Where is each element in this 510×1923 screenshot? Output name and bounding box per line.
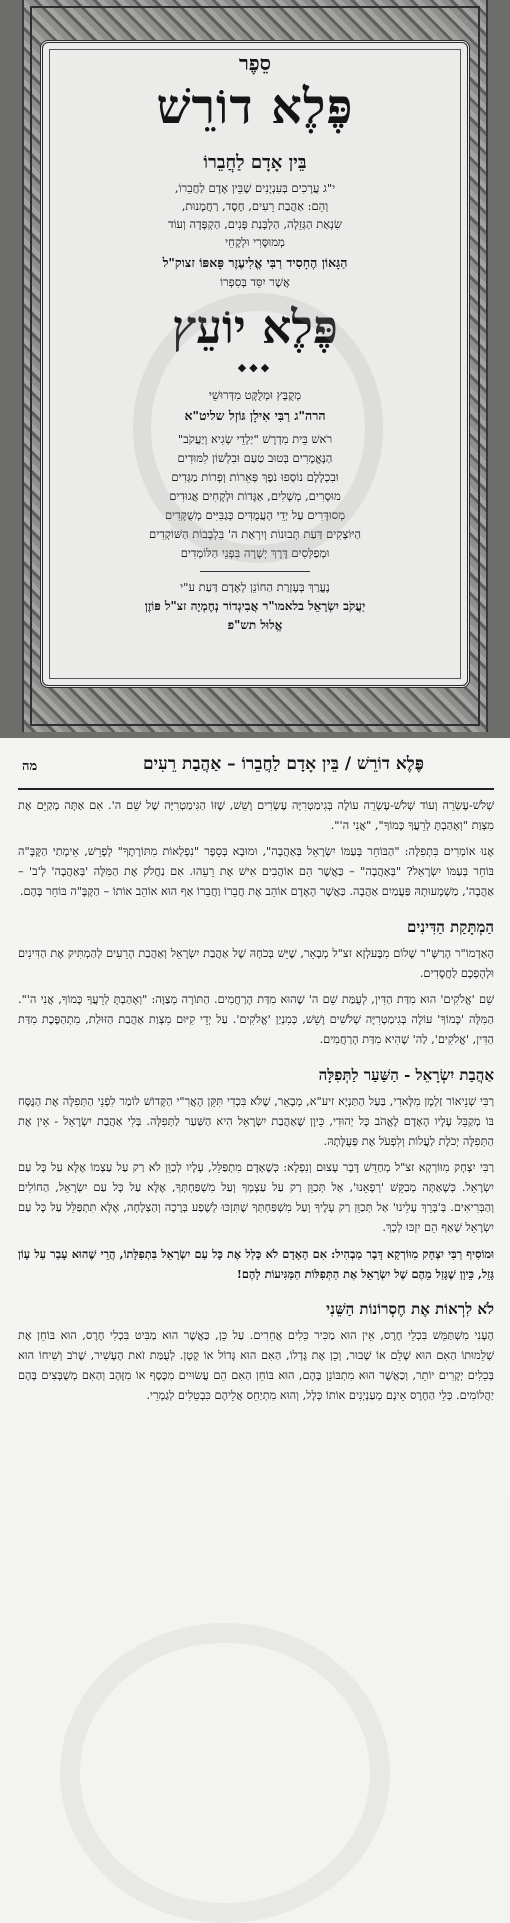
running-head xyxy=(18,746,494,790)
source-book-title: פֶּלֶא יוֹעֵץ xyxy=(172,300,338,354)
text-page xyxy=(0,738,510,1495)
description-line: מוּסָרִים, מְשָׁלִים, אַגָּדוֹת וּלְקָחִים אֲגוּדִים xyxy=(169,489,341,503)
description-line: וּבִכְלָלָם נוֹסְפוּ נֹפֶךְ פְּאֵרוֹת וְפְרוֹת מַגְּדִים xyxy=(171,470,339,484)
running-head-title: פֶּלֶא דוֹרֵשׁ / בֵּין אָדָם לַחֲבֵרוֹ – אַהֲבַת רֵעִים xyxy=(143,754,424,774)
book-title: פֶּלֶא דוֹרֵשׁ xyxy=(156,79,354,135)
description-line: מְמוּסָּרִי וּלְקָחֵי xyxy=(225,235,285,249)
description-line: וְהֵם: אַהֲבַת רֵעִים, חֶסֶד, רַחֲמָנוּת, xyxy=(181,199,329,213)
description-line: הַנֶּאֱמָרִים בְּטוּב טַעַם וּבִלְשׁוֹן לִמּוּדִים xyxy=(177,451,333,465)
book-subtitle: בֵּין אָדָם לַחֲבֵרוֹ xyxy=(203,152,307,173)
section-heading: אַהֲבַת יִשְׂרָאֵל - הַשַּׁעַר לַתְּפִלָּה xyxy=(318,1066,494,1084)
section-heading: לֹא לִרְאוֹת אֶת חֶסְרוֹנוֹת הַשֵּׁנִי xyxy=(326,1300,494,1318)
paragraph: הָאַדְמוֹ"ר הָרַשָּׁ"ר שָׁלוֹם מִבֶּעלְזָא זצ"ל מְבָאֵר, שֶׁיֵּשׁ בְּכֹחָהּ שֶׁל אַהֲבַת יִשְׂרָאֵל וְאַהֲבַת הָרֵעִים לְהַמְתִּיק אֶת הַדִּינִים וּלְהָפְכָם לַחֲסָדִים. xyxy=(18,947,494,980)
paragraph: רַבִּי יִצְחָק מִוּוֹרְקָא זצ"ל מְחַדֵּשׁ דָּבָר עָצוּם וְנִפְלָא: כְּשֶׁאָדָם מִתְפַּלֵּל, עָלָיו לְכַוֵּן לֹא רַק עַל עַצְמוֹ אֶלָּא עַל כָּל עַם יִשְׂרָאֵל. כְּשֶׁאַתָּה מְבַקֵּשׁ 'רְפָאֵנוּ', אַל תְּכַוֵּן רַק עַל עַצְמְךָ וְעַל מִשְׁפַּחְתְּךָ, אֶלָּא עַל כָּל עַם יִשְׂרָאֵל, הַחוֹלִים וְהַבְּרִיאִים. בְּ'בָּרֵךְ עָלֵינוּ' אַל תְּכַוֵּן רַק עָלֶיךָ וְעַל מִשְׁפַּחְתְּךָ שֶׁתִּזְכּוּ לְשֶׁפַע בְּרָכָה וְהַצְלָחָה, אֶלָּא תִּתְפַּלֵּל עַל כָּל עַם יִשְׂרָאֵל שֶׁאַף הֵם יִזְכּוּ לְכָךְ. xyxy=(18,1161,494,1234)
book-label: סֵפֶר xyxy=(238,51,272,75)
paragraph: וּמוֹסִיף רַבִּי יִצְחָק מִוּוֹרְקָא דָּבָר מַבְהִיל: אִם הָאָדָם לֹא כָּלַל אֶת כָּל עַם יִשְׂרָאֵל בִּתְפִלָּתוֹ, הֲרֵי שֶׁהוּא עָבַר עַל עָוֹן גָּזֵל, כֵּיוָן שֶׁגָּזַל מֵהֶם שֶׁל יִשְׂרָאֵל אֶת הַתְּפִלּוֹת הַמַּגִּיעוֹת לָהֶם! xyxy=(18,1247,494,1281)
compiler-name: הרה"ג רַבִּי אִילָן גּוֹזְל שליט"א xyxy=(184,408,326,423)
publication-date: אֱלוּל תש"פ xyxy=(227,618,283,632)
paragraph: הֶעָנִי מִשְׁתַּמֵּשׁ בִּכְלֵי חֶרֶס, אֵין הוּא מַכִּיר כֵּלִים אֲחֵרִים. עַל כֵּן, כַּאֲשֶׁר הוּא מַבִּיט בִּכְלִי חֶרֶס, הוּא בּוֹחֵן אֶת שְׁלֵמוּתוֹ הַאִם הוּא שָׁלֵם אוֹ שָׁבוּר, וְכֵן אֶת גָּדְלוֹ, הַאִם הוּא גָּדוֹל אוֹ קָטָן. לְעֻמַּת זֹאת הֶעָשִׁיר, שֶׁרֹב וְשִׁיחוֹ הוּא בְּכֵלִים יְקָרִים יוֹתֵר, וְכַאֲשֶׁר הוּא מִתְבּוֹנֵן בָּהֶם, הוּא בּוֹחֵן הַאִם הֵם עֲשׂוּיִים מִכֶּסֶף אוֹ מִזָּהָב וְהַאִם מְשֻׁבָּצִים בָּהֶם יַהֲלוֹמִים. כְּלֵי הַחֶרֶס אֵינָם מְעַנְיְנִים אוֹתוֹ כְּלָל, וְהוּא מִתְיַחֵס אֲלֵיהֶם כִּבְטֵלִים לְגַמְרֵי. xyxy=(18,1329,494,1402)
page-number: מה xyxy=(22,759,38,774)
description-line: י"ג עֲרָכִים בְּעִנְיָנִים שֶׁבֵּין אָדָם לַחֲבֵרוֹ, xyxy=(174,181,336,195)
compiled-label: מְקֻבָּץ וּמְלֻקָּט מִדְּרוּשֵׁי xyxy=(208,388,302,402)
description-line: הַיּוֹצְקִים דַּעַת תְּבוּנוֹת וְיִרְאַת ה' בִּלְבָבוֹת הַשּׁוֹקְדִים xyxy=(149,527,361,541)
publisher-name: יַעֲקֹב יִשְׂרָאֵל בלאמו"ר אֲבִיגְדוֹר נְחֶמְיָה זצ"ל פּוֹזֶן xyxy=(144,599,366,613)
watermark-icon xyxy=(60,1623,390,1923)
title-page xyxy=(0,0,510,738)
description-line: רֹאשׁ בֵּית מִדְרָשׁ "יַלְדֵי שְׂגִיא וְיַעֲקֹב" xyxy=(177,432,333,446)
section-heading: הַמְתָּקַת הַדִּינִים xyxy=(406,918,494,936)
author-note: אֲשֶׁר יִסֵּד בְּסִפְרוֹ xyxy=(220,275,290,289)
divider xyxy=(200,571,310,572)
description-line: וּמְפַלְּסִים דֶּרֶךְ יְשָׁרָה בִּפְנֵי הַלּוֹמְדִים xyxy=(180,546,330,560)
paragraph: רַבִּי שְׁנֵיאוֹר זַלְמָן מִלָּאדִי, בַּעַל הַתַּנְיָא זיע"א, מְבָאֵר, שֶׁלֹּא בִּכְדִי תִּקֵּן הָאֲרִ"י הַקָּדוֹשׁ לוֹמַר לִפְנֵי הַתְּפִלָּה אֶת הַנֻּסָּח בּוֹ מְקַבֵּל עָלָיו הָאָדָם לֶאֱהֹב כָּל יְהוּדִי, כֵּיוָן שֶׁאַהֲבַת יִשְׂרָאֵל הִיא הַשַּׁעַר לַתְּפִלָּה. בְּלִי אַהֲבַת יִשְׂרָאֵל - אֵין אֶת הַתְּפִלָּה יְכֹלֶת לַעֲלוֹת וְלִפְעֹל אֶת פְּעֻלָּתָהּ. xyxy=(18,1095,494,1148)
paragraph: שְׁלֹשׁ-עֶשְׂרֵה וְעוֹד שְׁלֹשׁ-עֶשְׂרֵה עוֹלֶה בְּגִימַטְרִיָּה עֶשְׂרִים וָשֵׁשׁ, שֶׁזּוֹ הַגִּימַטְרִיָּה שֶׁל שֵׁם ה'. אִם אַתָּה מְקַיֵּם אֶת מִצְוַת "וְאָהַבְתָּ לְרֵעֲךָ כָּמוֹךָ", "אֲנִי ה'". xyxy=(18,799,494,832)
paragraph: אָנוּ אוֹמְרִים בִּתְפִלָּה: "הַבּוֹחֵר בְּעַמּוֹ יִשְׂרָאֵל בְּאַהֲבָה", וּמוּבָא בְּסֵפֶר "נִפְלְאוֹת מִתּוֹרָתֶךָ" לְפָרֵשׁ, אֵימָתַי הַקָּבָּ"ה בּוֹחֵר בְּעַמּוֹ יִשְׂרָאֵל? "בְּאַהֲבָה" – כַּאֲשֶׁר הֵם אוֹהֲבִים אִישׁ אֶת רֵעֵהוּ. אִם נַחֲלֹק אֶת הַמִּלָּה 'בְּאַהֲבָה' לְ'ב' – אַהֲבָה', מַשְׁמָעוּתָהּ פַּעֲמַיִם אַהֲבָה. כַּאֲשֶׁר הָאָדָם אוֹהֵב אֶת חֲבֵרוֹ וַחֲבֵרוֹ אַף הוּא אוֹהֵב אוֹתוֹ – הַקָּבָּ"ה בּוֹחֵר בָּהֶם. xyxy=(18,845,494,898)
author-name: הַגָּאוֹן הֶחָסִיד רַבִּי אֱלִיעֶזֶר פָּאפּוֹ זצוק"ל xyxy=(162,255,348,270)
description-line: מְסוּדָּרִים עַל יְדֵי הָעֲמֻדִּים כְּגַבִּיִּים מְשֻׁקָּדִים xyxy=(164,508,346,522)
paragraph: שֵׁם 'אֱלֹקִים' הוּא מִדַּת הַדִּין, לְעֻמַּת שֵׁם ה' שֶׁהוּא מִדַּת הָרַחֲמִים. הַתּוֹרָה מְצַוָּה: "וְאָהַבְתָּ לְרֵעֲךָ כָּמוֹךָ, אֲנִי ה'". הַמִּלָּה 'כָּמוֹךָ' עוֹלָה בְּגִימַטְרִיָּה שְׁלֹשִׁים וָשֵׁשׁ, כְּמִנְיַן 'אֱלֹקִים'. עַל יְדֵי קִיּוּם מִצְוַת אַהֲבַת הַזּוּלַת, מִתְהַפֶּכֶת מִדַּת הַדִּין, 'אֱלֹקִים', לַה' שֶׁהִיא מִדַּת הָרַחֲמִים. xyxy=(18,993,494,1046)
diamond-separator-icon: ◆◆◆ xyxy=(237,361,273,374)
description-line: שִׂנְאַת הַגְּזֵלָה, הַלְבָּנַת פָּנִים, הַקְפָּדָה וְעוֹד xyxy=(167,217,343,231)
publisher-note: נֶעֱרַךְ בְּעֶזְרַת הַחוֹנֵן לְאָדָם דַּעַת ע"י xyxy=(180,580,330,594)
title-panel xyxy=(40,40,470,688)
